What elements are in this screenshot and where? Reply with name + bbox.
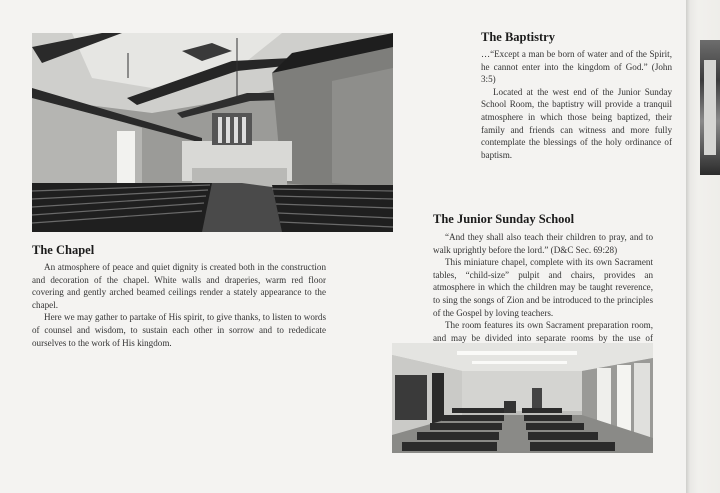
chapel-paragraph-1: An atmosphere of peace and quiet dignity is created both in the construction and decoration of the chapel. White walls and draperies, warm red floor covering and gently arched beamed ceilings render a stately appearance to the chapel. bbox=[32, 262, 326, 310]
junior-paragraph-2: The room features its own Sacrament preparation room, and may be divided into separate rooms by the use of bbox=[433, 320, 653, 343]
adjacent-page-photo bbox=[700, 40, 720, 175]
baptistry-scripture: …“Except a man be born of water and of the Spirit, he cannot enter into the kingdom of God.” (John 3:5) bbox=[481, 49, 672, 85]
chapel-paragraph-2: Here we may gather to partake of His spirit, to give thanks, to listen to words of counsel and wisdom, to sustain each other in sorrow and to rededicate ourselves to the work of His kingdom. bbox=[32, 312, 326, 348]
chapel-section bbox=[32, 243, 326, 349]
junior-title: The Junior Sunday School bbox=[433, 212, 575, 226]
junior-paragraph-1: This miniature chapel, complete with its own Sacrament tables, “child-size” pulpit and chairs, provides an atmosphere in which the children may be taught reverence, to sing the songs of Zion and be introduced to the principles of the Gospel by loving teachers. bbox=[433, 257, 653, 318]
baptistry-paragraph: Located at the west end of the Junior Sunday School Room, the baptistry will provide a tranquil atmosphere in which those being baptized, their family and friends can witness and more fully contemplate the blessings of the holy ordinance of baptism. bbox=[481, 86, 672, 160]
baptistry-title: The Baptistry bbox=[481, 30, 555, 44]
baptistry-section bbox=[481, 30, 672, 161]
chapel-photo bbox=[32, 33, 393, 232]
junior-sunday-school-photo bbox=[392, 343, 653, 453]
junior-scripture: “And they shall also teach their children to pray, and to walk uprightly before the lord.” (D&C Sec. 69:28) bbox=[433, 232, 653, 255]
chapel-title: The Chapel bbox=[32, 243, 95, 257]
junior-sunday-school-section bbox=[433, 212, 653, 357]
